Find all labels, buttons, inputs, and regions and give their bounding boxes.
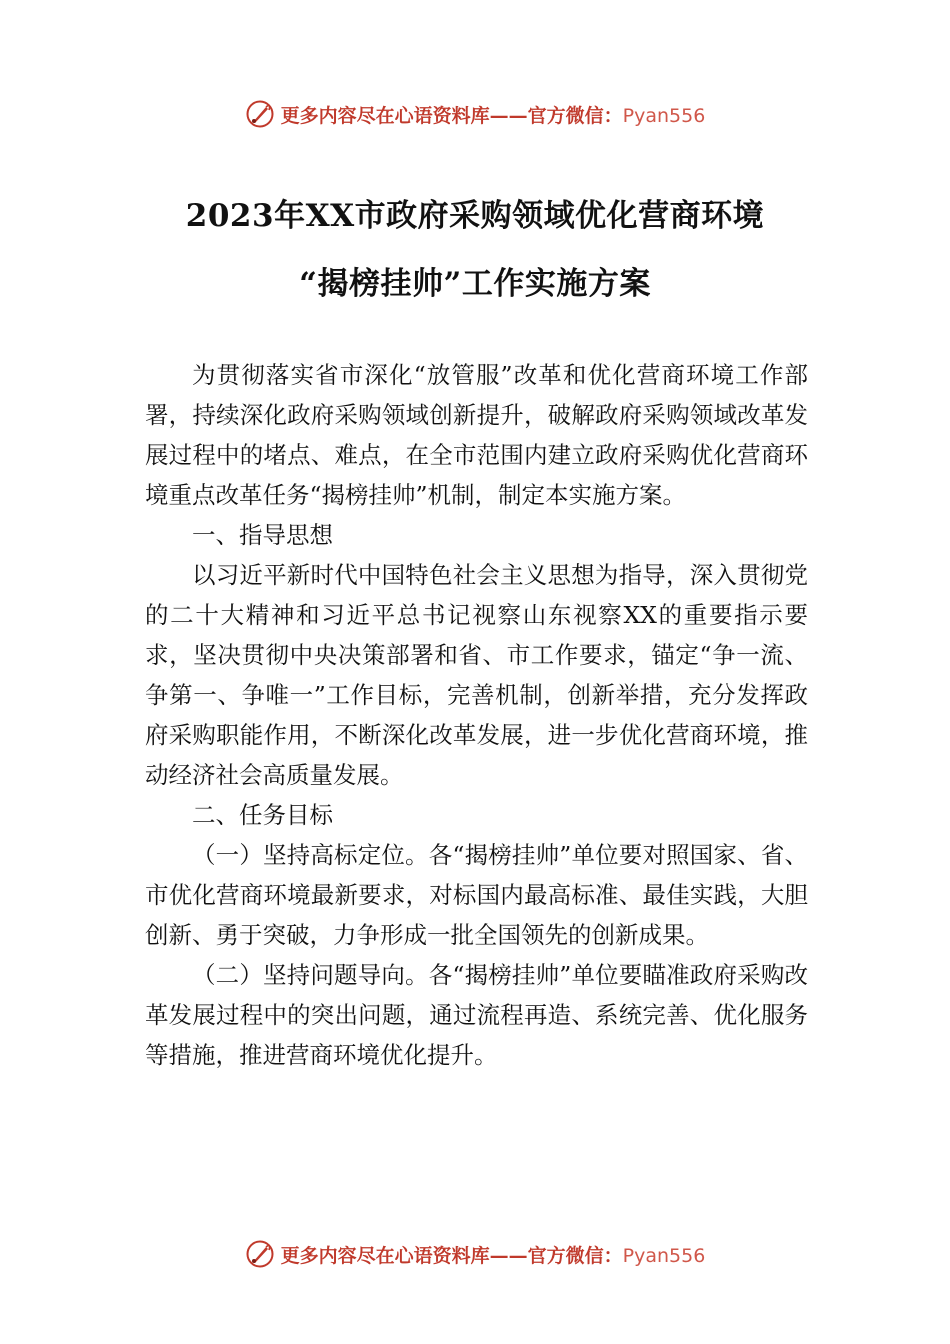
quill-pen-seal-icon bbox=[245, 99, 275, 129]
document-title-line-1: 2023年XX市政府采购领域优化营商环境 bbox=[185, 198, 765, 234]
paragraph-goal-1: （一）坚持高标定位。各“揭榜挂帅”单位要对照国家、省、市优化营商环境最新要求，对标国内最高标准、最佳实践，大胆创新、勇于突破，力争形成一批全国领先的创新成果。 bbox=[145, 841, 808, 949]
footer-banner bbox=[0, 1234, 950, 1274]
banner-text: 更多内容尽在心语资料库——官方微信： bbox=[280, 104, 623, 127]
header-banner bbox=[0, 94, 950, 134]
banner-text: 更多内容尽在心语资料库——官方微信： bbox=[280, 1244, 623, 1267]
paragraph-goal-2: （二）坚持问题导向。各“揭榜挂帅”单位要瞄准政府采购改革发展过程中的突出问题，通过流程再造、系统完善、优化服务等措施，推进营商环境优化提升。 bbox=[145, 961, 808, 1069]
document-title-line-2: “揭榜挂帅”工作实施方案 bbox=[299, 266, 651, 302]
section-heading-guiding-ideology: 一、指导思想 bbox=[192, 521, 333, 549]
paragraph-intro: 为贯彻落实省市深化“放管服”改革和优化营商环境工作部署，持续深化政府采购领域创新提升，破解政府采购领域改革发展过程中的堵点、难点，在全市范围内建立政府采购优化营商环境重点改革任务“揭榜挂帅”机制，制定本实施方案。 bbox=[145, 361, 808, 509]
paragraph-guiding-ideology: 以习近平新时代中国特色社会主义思想为指导，深入贯彻党的二十大精神和习近平总书记视察山东视察XX的重要指示要求，坚决贯彻中央决策部署和省、市工作要求，锚定“争一流、争第一、争唯一”工作目标，完善机制，创新举措，充分发挥政府采购职能作用，不断深化改革发展，进一步优化营商环境，推动经济社会高质量发展。 bbox=[145, 561, 808, 789]
banner-wechat-id: Pyan556 bbox=[622, 104, 706, 127]
banner-wechat-id: Pyan556 bbox=[622, 1244, 706, 1267]
section-heading-task-goals: 二、任务目标 bbox=[192, 801, 333, 829]
document-body bbox=[145, 355, 808, 1075]
quill-pen-seal-icon bbox=[245, 1239, 275, 1269]
